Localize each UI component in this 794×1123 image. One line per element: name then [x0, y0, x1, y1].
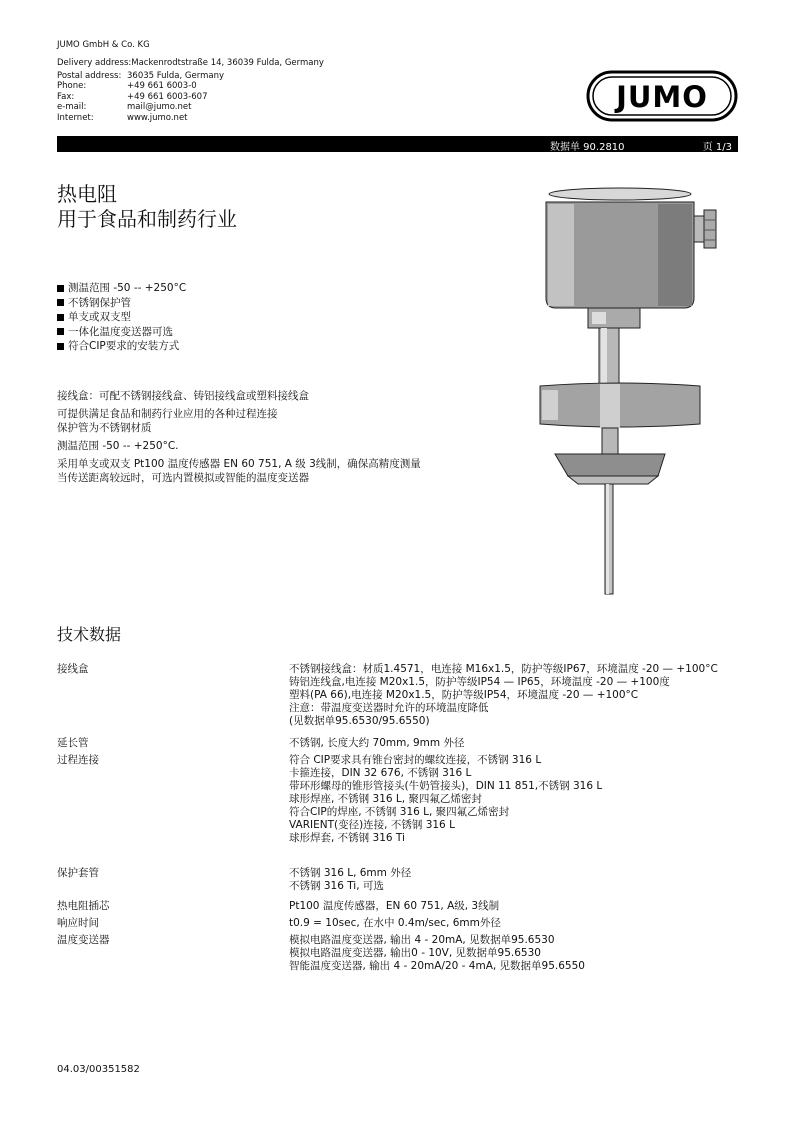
spec-value: 不锈钢接线盒：材质1.4571，电连接 M16x1.5，防护等级IP67，环境温度 -20 — +100°C 铸铝连线盒,电连接 M20x1.5，防护等级IP54 — IP65，环境温度 -20 — +100度 塑料(PA 66),电连接 M20x1.5，防护等级IP54，环境温度 -20 — +100°C 注意：带温度变送器时允许的环境温度降低 (见数据单95.6530/95.6550) [289, 663, 718, 727]
feature-item: 一体化温度变送器可选 [57, 325, 186, 340]
document-title [57, 182, 237, 232]
company-name: JUMO GmbH & Co. KG [57, 40, 150, 50]
description-line: 采用单支或双支 Pt100 温度传感器 EN 60 751, A 级 3线制，确保高精度测量 [57, 458, 421, 470]
phone-value: +49 661 6003-0 [127, 81, 197, 91]
product-image [528, 180, 718, 600]
jumo-logo [586, 70, 738, 122]
spec-label: 过程连接 [57, 754, 99, 766]
logo-text: JUMO [616, 80, 708, 114]
spec-value: 模拟电路温度变送器, 输出 4 - 20mA, 见数据单95.6530 模拟电路温度变送器, 输出0 - 10V, 见数据单95.6530 智能温度变送器, 输出 4 - 20mA/20 - 4mA, 见数据单95.6550 [289, 934, 585, 972]
description-line: 当传送距离较远时，可选内置模拟或智能的温度变送器 [57, 472, 309, 484]
phone-label: Phone: [57, 81, 87, 91]
title-line-1: 热电阻 [57, 182, 117, 206]
spec-label: 热电阻插芯 [57, 900, 110, 912]
bullet-square-icon [57, 299, 64, 306]
bullet-square-icon [57, 314, 64, 321]
spec-label: 接线盒 [57, 663, 89, 675]
spec-value: Pt100 温度传感器，EN 60 751, A级, 3线制 [289, 900, 500, 912]
bullet-square-icon [57, 285, 64, 292]
spec-label: 延长管 [57, 737, 89, 749]
postal-label: Postal address: [57, 70, 122, 81]
feature-item: 不锈钢保护管 [57, 296, 186, 311]
postal-value: 36035 Fulda, Germany [127, 70, 224, 81]
feature-item: 测温范围 -50 -- +250°C [57, 281, 186, 296]
feature-list [57, 281, 186, 354]
internet-value: www.jumo.net [127, 112, 188, 123]
bullet-square-icon [57, 328, 64, 335]
feature-item: 符合CIP要求的安装方式 [57, 339, 186, 354]
spec-value: 符合 CIP要求具有锥台密封的螺纹连接，不锈钢 316 L 卡箍连接，DIN 32 676, 不锈钢 316 L 带环形螺母的锥形管接头(牛奶管接头)，DIN 11 851,不锈钢 316 L 球形焊座, 不锈钢 316 L, 聚四氟乙烯密封 符合CIP的焊座, 不锈钢 316 L, 聚四氟乙烯密封 VARIENT(变径)连接, 不锈钢 316 L 球形焊套, 不锈钢 316 Ti [289, 754, 603, 844]
fax-value: +49 661 6003-607 [127, 91, 208, 102]
contact-block [57, 58, 357, 123]
description-line: 测温范围 -50 -- +250°C. [57, 440, 179, 452]
spec-value: 不锈钢, 长度大约 70mm, 9mm 外径 [289, 737, 465, 749]
section-title: 技术数据 [57, 625, 122, 644]
email-value: mail@jumo.net [127, 102, 192, 112]
spec-label: 响应时间 [57, 917, 99, 929]
description [57, 389, 477, 487]
spec-label: 保护套管 [57, 867, 99, 879]
document-code: 04.03/00351582 [57, 1064, 140, 1075]
page-number: 页 1/3 [702, 142, 732, 153]
internet-label: Internet: [57, 112, 94, 123]
title-line-2: 用于食品和制药行业 [57, 207, 237, 231]
spec-label: 温度变送器 [57, 934, 110, 946]
bullet-square-icon [57, 343, 64, 350]
spec-value: t0.9 = 10sec, 在水中 0.4m/sec, 6mm外径 [289, 917, 501, 929]
description-line: 可提供满足食品和制药行业应用的各种过程连接 [57, 408, 278, 420]
spec-value: 不锈钢 316 L, 6mm 外径 不锈钢 316 Ti, 可选 [289, 867, 412, 892]
delivery-address: Delivery address:Mackenrodtstraße 14, 36039 Fulda, Germany [57, 58, 324, 68]
datasheet-number: 数据单 90.2810 [550, 142, 625, 153]
datasheet-bar [57, 136, 738, 152]
feature-item: 单支或双支型 [57, 310, 186, 325]
email-label: e-mail: [57, 102, 87, 112]
description-line: 保护管为不锈钢材质 [57, 422, 152, 434]
fax-label: Fax: [57, 91, 75, 102]
description-line: 接线盒：可配不锈钢接线盒、铸铝接线盒或塑料接线盒 [57, 390, 309, 402]
